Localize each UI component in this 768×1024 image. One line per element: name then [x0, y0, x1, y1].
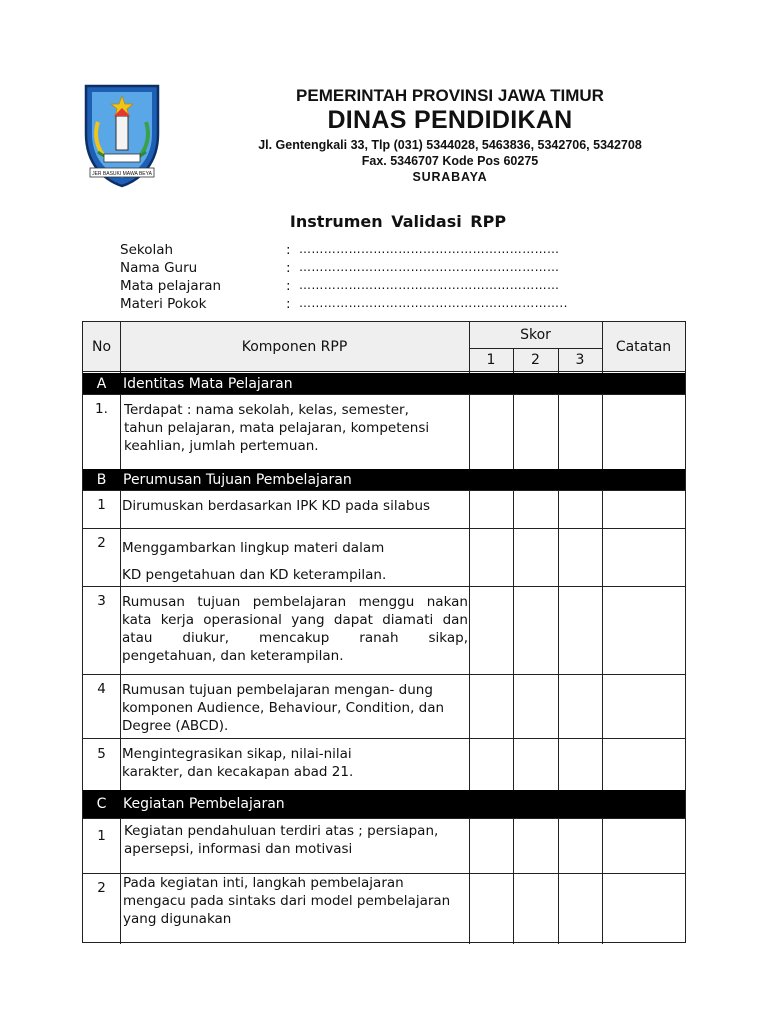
- col-divider: [602, 490, 603, 790]
- text-line: Terdapat : nama sekolah, kelas, semester,: [124, 402, 409, 418]
- text-line: apersepsi, informasi dan motivasi: [124, 841, 353, 857]
- col-divider: [513, 818, 514, 944]
- section-title: Identitas Mata Pelajaran: [123, 375, 293, 392]
- col-divider: [120, 394, 121, 469]
- component-text: [122, 497, 465, 515]
- text-line: mengacu pada sintaks dari model pembelajaran: [123, 893, 451, 909]
- row-number: 1.: [95, 401, 108, 417]
- text-line: atau diukur, mencakup ranah sikap,: [122, 630, 468, 646]
- header-no: No: [91, 339, 112, 355]
- government-name: PEMERINTAH PROVINSI JAWA TIMUR: [296, 86, 604, 105]
- header-notes: Catatan: [615, 339, 672, 355]
- fax-line: Fax. 5346707 Kode Pos 60275: [361, 154, 539, 168]
- col-divider: [513, 394, 514, 469]
- info-colon: :: [286, 242, 291, 258]
- header-score-3: 3: [575, 352, 585, 368]
- component-text: [123, 874, 468, 928]
- col-divider: [558, 348, 559, 373]
- row-number: 4: [97, 681, 106, 697]
- component-text: [124, 822, 468, 858]
- col-divider: [120, 490, 121, 790]
- department-name: DINAS PENDIDIKAN: [327, 106, 573, 134]
- text-line: Rumusan tujuan pembelajaran menggu nakan: [122, 594, 468, 610]
- document-title: Instrumen Validasi RPP: [289, 212, 507, 231]
- section-code: A: [96, 375, 107, 392]
- east-java-emblem-logo: [80, 82, 164, 188]
- info-label: Materi Pokok: [120, 296, 207, 312]
- info-blank: ………………………………………………………..: [299, 296, 568, 310]
- component-text: [122, 681, 468, 735]
- text-line: KD pengetahuan dan KD keterampilan.: [122, 567, 387, 583]
- city-line: SURABAYA: [412, 170, 488, 184]
- section-header-a: [83, 373, 685, 394]
- text-line: Degree (ABCD).: [122, 718, 229, 734]
- col-divider: [602, 818, 603, 944]
- section-header-b: [83, 469, 685, 490]
- score-header-divider: [469, 348, 602, 349]
- info-blank: ………………………………………………………: [299, 260, 560, 274]
- text-line: Rumusan tujuan pembelajaran mengan- dung: [122, 682, 433, 698]
- section-code: C: [96, 796, 107, 812]
- col-divider: [513, 348, 514, 373]
- info-label: Nama Guru: [120, 260, 198, 276]
- col-divider: [469, 818, 470, 944]
- text-line: komponen Audience, Behaviour, Condition, dan: [122, 700, 445, 716]
- info-colon: :: [286, 296, 291, 312]
- row-line: [83, 818, 685, 819]
- col-divider: [513, 490, 514, 790]
- text-line: kata kerja operasional yang dapat diamati dan: [122, 612, 468, 628]
- col-divider: [602, 322, 603, 373]
- row-line: [83, 490, 685, 491]
- text-line: karakter, dan kecakapan abad 21.: [122, 764, 354, 780]
- component-text: [122, 745, 468, 781]
- section-code: B: [96, 471, 107, 488]
- row-line: [83, 674, 685, 675]
- row-number: 2: [97, 880, 106, 896]
- info-blank: ………………………………………………………: [299, 278, 560, 292]
- text-line: tahun pelajaran, mata pelajaran, kompetensi: [124, 420, 430, 436]
- col-divider: [469, 394, 470, 469]
- col-divider: [469, 322, 470, 373]
- col-divider: [469, 490, 470, 790]
- col-divider: [558, 394, 559, 469]
- component-text: [122, 593, 468, 665]
- col-divider: [558, 818, 559, 944]
- row-line: [83, 394, 685, 395]
- text-line: yang digunakan: [123, 911, 232, 927]
- row-number: 3: [97, 593, 106, 609]
- row-number: 1: [97, 828, 106, 844]
- col-divider: [120, 322, 121, 373]
- info-blank: ………………………………………………………: [299, 242, 560, 256]
- text-line: Menggambarkan lingkup materi dalam: [122, 540, 385, 556]
- text-line: keahlian, jumlah pertemuan.: [124, 438, 319, 454]
- col-divider: [602, 394, 603, 469]
- section-header-c: [83, 790, 685, 818]
- header-score-1: 1: [486, 352, 496, 368]
- row-line: [83, 738, 685, 739]
- component-text: [124, 401, 467, 455]
- text-line: Mengintegrasikan sikap, nilai-nilai: [122, 746, 352, 762]
- header-bottom-line: [83, 371, 685, 372]
- header-score: Skor: [520, 327, 551, 343]
- text-line: Kegiatan pendahuluan terdiri atas ; persiapan,: [124, 823, 439, 839]
- row-number: 2: [97, 535, 106, 551]
- col-divider: [558, 490, 559, 790]
- info-label: Sekolah: [120, 242, 174, 258]
- logo-banner-text: JER BASUKI MAWA BEYA: [92, 171, 152, 177]
- header-component: Komponen RPP: [241, 339, 348, 355]
- info-colon: :: [286, 278, 291, 294]
- rpp-validation-table: [82, 321, 686, 943]
- row-line: [83, 528, 685, 529]
- info-colon: :: [286, 260, 291, 276]
- text-line: Pada kegiatan inti, langkah pembelajaran: [123, 875, 404, 891]
- row-line: [83, 586, 685, 587]
- section-title: Kegiatan Pembelajaran: [123, 796, 285, 812]
- col-divider: [120, 818, 121, 944]
- text-line: pengetahuan, dan keterampilan.: [122, 648, 344, 664]
- component-text: [122, 535, 465, 589]
- address-line: Jl. Gentengkali 33, Tlp (031) 5344028, 5463836, 5342706, 5342708: [258, 138, 642, 152]
- text-line: Dirumuskan berdasarkan IPK KD pada silabus: [122, 498, 431, 514]
- row-number: 1: [97, 497, 106, 513]
- header-score-2: 2: [531, 352, 540, 368]
- info-label: Mata pelajaran: [120, 278, 222, 294]
- row-number: 5: [97, 746, 106, 762]
- section-title: Perumusan Tujuan Pembelajaran: [123, 471, 352, 488]
